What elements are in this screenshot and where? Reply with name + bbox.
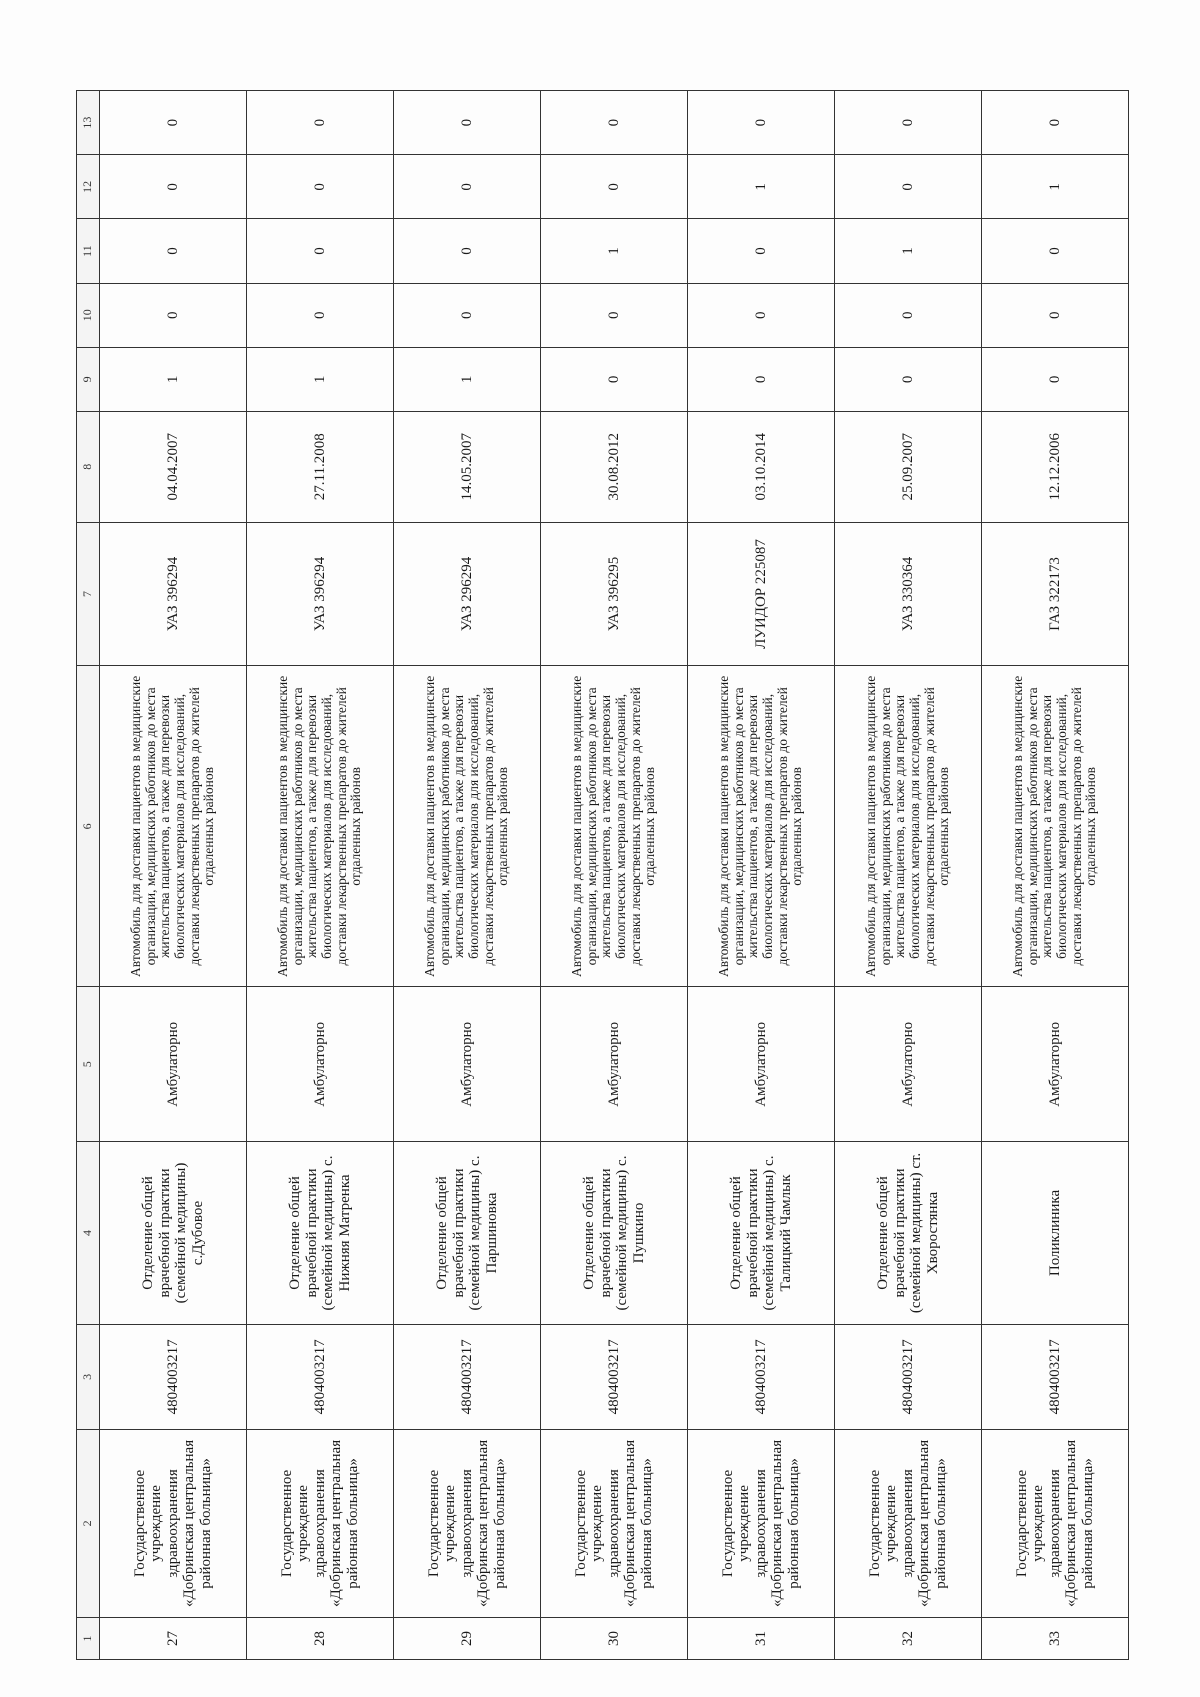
- table-row: [688, 91, 835, 1660]
- institution-cell: Государственное учреждение здравоохранения «Добринская центральная районная больница»: [982, 1429, 1129, 1617]
- row-number-cell: 27: [100, 1617, 247, 1659]
- table-row: [835, 91, 982, 1660]
- count-cell-10: 0: [247, 283, 394, 347]
- department-cell: Отделение общей врачебной практики (семейной медицины) с. Паршиновка: [394, 1142, 541, 1325]
- column-number: 4: [77, 1142, 100, 1325]
- count-cell-13: 0: [100, 91, 247, 155]
- table-row: [100, 91, 247, 1660]
- count-cell-9: 1: [394, 347, 541, 411]
- table-row: [394, 91, 541, 1660]
- count-cell-9: 0: [688, 347, 835, 411]
- count-cell-11: 0: [100, 219, 247, 283]
- department-cell: Отделение общей врачебной практики (семейной медицины) с. Талицкий Чамлык: [688, 1142, 835, 1325]
- care-type-cell: Амбулаторно: [394, 987, 541, 1142]
- inn-cell: 4804003217: [100, 1324, 247, 1429]
- column-number: 13: [77, 91, 100, 155]
- institution-cell: Государственное учреждение здравоохранения «Добринская центральная районная больница»: [541, 1429, 688, 1617]
- inn-cell: 4804003217: [982, 1324, 1129, 1429]
- vehicle-purpose-cell: Автомобиль для доставки пациентов в медицинские организации, медицинских работников до места жительства пациентов, а также для перевозки биологических материалов для исследований, доставки лекарственных препаратов до жителей отдаленных районов: [835, 666, 982, 987]
- column-number: 5: [77, 987, 100, 1142]
- registration-date-cell: 27.11.2008: [247, 411, 394, 522]
- vehicle-model-cell: УАЗ 396294: [100, 522, 247, 666]
- inn-cell: 4804003217: [541, 1324, 688, 1429]
- count-cell-12: 0: [541, 155, 688, 219]
- care-type-cell: Амбулаторно: [982, 987, 1129, 1142]
- count-cell-9: 1: [100, 347, 247, 411]
- vehicle-model-cell: ГАЗ 322173: [982, 522, 1129, 666]
- count-cell-13: 0: [541, 91, 688, 155]
- count-cell-12: 1: [982, 155, 1129, 219]
- row-number-cell: 29: [394, 1617, 541, 1659]
- department-cell: Отделение общей врачебной практики (семейной медицины) с. Пушкино: [541, 1142, 688, 1325]
- vehicle-purpose-cell: Автомобиль для доставки пациентов в медицинские организации, медицинских работников до места жительства пациентов, а также для перевозки биологических материалов для исследований, доставки лекарственных препаратов до жителей отдаленных районов: [394, 666, 541, 987]
- registration-date-cell: 03.10.2014: [688, 411, 835, 522]
- vehicle-purpose-cell: Автомобиль для доставки пациентов в медицинские организации, медицинских работников до места жительства пациентов, а также для перевозки биологических материалов для исследований, доставки лекарственных препаратов до жителей отдаленных районов: [688, 666, 835, 987]
- column-number: 10: [77, 283, 100, 347]
- care-type-cell: Амбулаторно: [541, 987, 688, 1142]
- count-cell-12: 0: [835, 155, 982, 219]
- column-number: 11: [77, 219, 100, 283]
- column-number-row: [77, 91, 100, 1660]
- count-cell-9: 1: [247, 347, 394, 411]
- rotated-table-container: [76, 90, 1099, 1660]
- care-type-cell: Амбулаторно: [688, 987, 835, 1142]
- institution-cell: Государственное учреждение здравоохранения «Добринская центральная районная больница»: [394, 1429, 541, 1617]
- column-number: 7: [77, 522, 100, 666]
- inn-cell: 4804003217: [394, 1324, 541, 1429]
- count-cell-12: 1: [688, 155, 835, 219]
- registration-date-cell: 12.12.2006: [982, 411, 1129, 522]
- inn-cell: 4804003217: [247, 1324, 394, 1429]
- count-cell-12: 0: [247, 155, 394, 219]
- column-number: 12: [77, 155, 100, 219]
- care-type-cell: Амбулаторно: [247, 987, 394, 1142]
- vehicle-purpose-cell: Автомобиль для доставки пациентов в медицинские организации, медицинских работников до места жительства пациентов, а также для перевозки биологических материалов для исследований, доставки лекарственных препаратов до жителей отдаленных районов: [541, 666, 688, 987]
- care-type-cell: Амбулаторно: [100, 987, 247, 1142]
- row-number-cell: 28: [247, 1617, 394, 1659]
- row-number-cell: 30: [541, 1617, 688, 1659]
- count-cell-13: 0: [394, 91, 541, 155]
- count-cell-10: 0: [394, 283, 541, 347]
- institution-cell: Государственное учреждение здравоохранения «Добринская центральная районная больница»: [688, 1429, 835, 1617]
- count-cell-10: 0: [100, 283, 247, 347]
- row-number-cell: 31: [688, 1617, 835, 1659]
- table-row: [982, 91, 1129, 1660]
- vehicle-model-cell: УАЗ 396294: [247, 522, 394, 666]
- column-number: 2: [77, 1429, 100, 1617]
- count-cell-10: 0: [835, 283, 982, 347]
- count-cell-11: 1: [541, 219, 688, 283]
- count-cell-12: 0: [100, 155, 247, 219]
- count-cell-11: 0: [394, 219, 541, 283]
- count-cell-13: 0: [835, 91, 982, 155]
- column-number: 9: [77, 347, 100, 411]
- count-cell-13: 0: [688, 91, 835, 155]
- department-cell: Отделение общей врачебной практики (семейной медицины) с.Дубовое: [100, 1142, 247, 1325]
- vehicle-model-cell: УАЗ 330364: [835, 522, 982, 666]
- registration-date-cell: 14.05.2007: [394, 411, 541, 522]
- table-row: [247, 91, 394, 1660]
- vehicle-model-cell: УАЗ 396295: [541, 522, 688, 666]
- count-cell-9: 0: [982, 347, 1129, 411]
- registration-date-cell: 25.09.2007: [835, 411, 982, 522]
- vehicle-purpose-cell: Автомобиль для доставки пациентов в медицинские организации, медицинских работников до места жительства пациентов, а также для перевозки биологических материалов для исследований, доставки лекарственных препаратов до жителей отдаленных районов: [100, 666, 247, 987]
- vehicle-purpose-cell: Автомобиль для доставки пациентов в медицинские организации, медицинских работников до места жительства пациентов, а также для перевозки биологических материалов для исследований, доставки лекарственных препаратов до жителей отдаленных районов: [982, 666, 1129, 987]
- department-cell: Отделение общей врачебной практики (семейной медицины) ст. Хворостянка: [835, 1142, 982, 1325]
- count-cell-10: 0: [982, 283, 1129, 347]
- count-cell-10: 0: [688, 283, 835, 347]
- inn-cell: 4804003217: [835, 1324, 982, 1429]
- column-number: 6: [77, 666, 100, 987]
- count-cell-13: 0: [247, 91, 394, 155]
- count-cell-10: 0: [541, 283, 688, 347]
- count-cell-11: 0: [688, 219, 835, 283]
- vehicle-purpose-cell: Автомобиль для доставки пациентов в медицинские организации, медицинских работников до места жительства пациентов, а также для перевозки биологических материалов для исследований, доставки лекарственных препаратов до жителей отдаленных районов: [247, 666, 394, 987]
- department-cell: Отделение общей врачебной практики (семейной медицины) с. Нижняя Матренка: [247, 1142, 394, 1325]
- department-cell: Поликлиника: [982, 1142, 1129, 1325]
- count-cell-11: 1: [835, 219, 982, 283]
- column-number: 1: [77, 1617, 100, 1659]
- care-type-cell: Амбулаторно: [835, 987, 982, 1142]
- table-row: [541, 91, 688, 1660]
- institution-cell: Государственное учреждение здравоохранения «Добринская центральная районная больница»: [247, 1429, 394, 1617]
- count-cell-9: 0: [541, 347, 688, 411]
- row-number-cell: 32: [835, 1617, 982, 1659]
- column-number: 3: [77, 1324, 100, 1429]
- vehicle-model-cell: ЛУИДОР 225087: [688, 522, 835, 666]
- count-cell-9: 0: [835, 347, 982, 411]
- vehicle-register-table: [76, 90, 1129, 1660]
- count-cell-12: 0: [394, 155, 541, 219]
- count-cell-11: 0: [982, 219, 1129, 283]
- vehicle-model-cell: УАЗ 296294: [394, 522, 541, 666]
- institution-cell: Государственное учреждение здравоохранения «Добринская центральная районная больница»: [835, 1429, 982, 1617]
- row-number-cell: 33: [982, 1617, 1129, 1659]
- column-number: 8: [77, 411, 100, 522]
- inn-cell: 4804003217: [688, 1324, 835, 1429]
- registration-date-cell: 30.08.2012: [541, 411, 688, 522]
- registration-date-cell: 04.04.2007: [100, 411, 247, 522]
- count-cell-11: 0: [247, 219, 394, 283]
- institution-cell: Государственное учреждение здравоохранения «Добринская центральная районная больница»: [100, 1429, 247, 1617]
- count-cell-13: 0: [982, 91, 1129, 155]
